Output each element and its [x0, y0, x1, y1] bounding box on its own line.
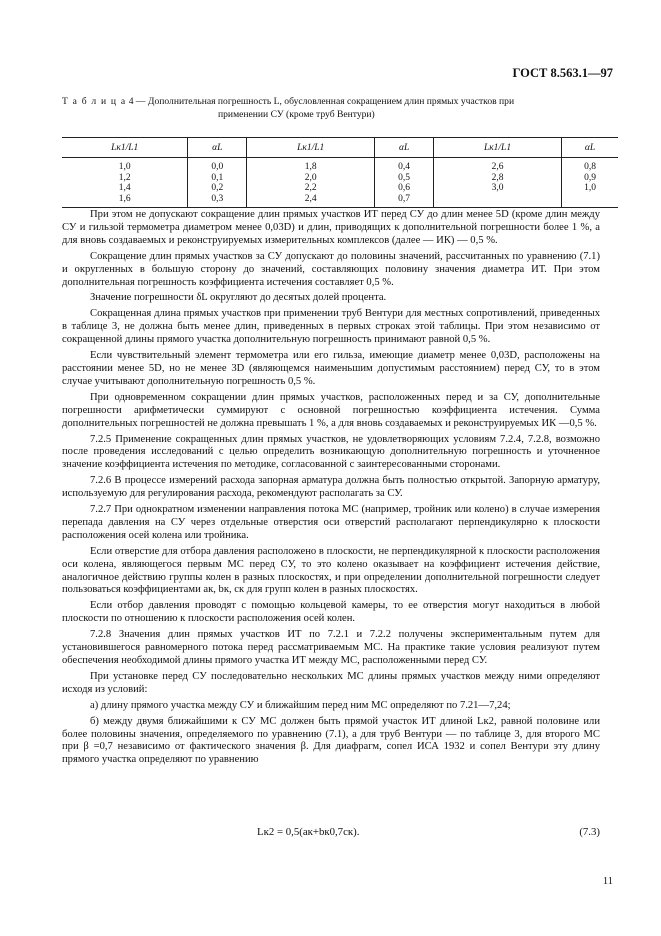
body-text	[62, 209, 600, 767]
table-cell: 2,6 2,8 3,0	[433, 158, 561, 208]
table-caption-line-1: 4 — Дополнительная погрешность L, обусловленная сокращением длин прямых участков при	[126, 96, 515, 107]
formula-7-3	[62, 826, 600, 842]
table-caption	[62, 96, 622, 121]
paragraph: Значение погрешности δL округляют до десятых долей процента.	[90, 292, 387, 304]
paragraph: Если отверстие для отбора давления расположено в плоскости, не перпендикулярной к плоскости расположения оси колена, являющегося первым МС перед СУ, то это колено оказывает на коэффициент истечения действие, аналогичное действию группы колен в разных плоскостях, и при определении дополнительной погрешности следует пользоваться коэффициентами aк, bк, cк для групп колен в разных плоскостях.	[62, 545, 600, 596]
table-cell: 0,0 0,1 0,2 0,3	[188, 158, 247, 208]
table-cell: 1,0 1,2 1,4 1,6	[62, 158, 188, 208]
paragraph: Сокращенная длина прямых участков при применении труб Вентури для местных сопротивлений, приведенных в таблице 3, не должна быть менее длин, приведенных в первых строках этой таблицы. При этом независимо от сокращенной длины прямого участка дополнительную погрешность принимают равной 0,5 %.	[62, 308, 600, 346]
table-caption-line-2: применении СУ (кроме труб Вентури)	[218, 108, 375, 120]
col-header-lk1-l1: Lк1/L1	[433, 138, 561, 158]
paragraph: 7.2.5 Применение сокращенных длин прямых участков, не удовлетворяющих условиям 7.2.4, 7.2.8, возможно после проведения исследований с целью определить возникающую дополнительную погрешность и уточненное значение коэффициента истечения по методике, согласованной с заинтересованными сторонами.	[62, 433, 600, 471]
page-number: 11	[602, 876, 613, 887]
paragraph: Если отбор давления проводят с помощью кольцевой камеры, то ее отверстия могут находиться в любой плоскости по отношению к плоскости расположения осей колен.	[62, 600, 600, 625]
paragraph: Если чувствительный элемент термометра или его гильза, имеющие диаметр менее 0,03D, расположены на расстоянии менее 5D, но не менее 3D (являющемся наименьшим допустимым расстоянием) перед СУ, то в этом случае учитывают дополнительную погрешность 0,5 %.	[62, 350, 600, 387]
paragraph: Сокращение длин прямых участков за СУ допускают до половины значений, рассчитанных по уравнению (7.1) и округленных в большую сторону до значений, составляющих половину значения диаметра ИТ. При этом дополнительная погрешность коэффициента истечения составляет 0,5 %.	[62, 250, 600, 288]
paragraph: 7.2.7 При однократном изменении направления потока МС (например, тройник или колено) в случае измерения перепада давления на СУ через отдельные отверстия оси отверстий располагают перпендикулярно к плоскости расположения осей колена или тройника.	[62, 504, 600, 541]
paragraph: б) между двумя ближайшими к СУ МС должен быть прямой участок ИТ длиной Lк2, равной половине или более половины значения, определяемого по уравнению (7.1), а для труб Вентури — по таблице 3, для второго МС при β =0,7 независимо от фактического значения β. Для диафрагм, сопел ИСА 1932 и сопел Вентури эту длину прямого участка определяют по уравнению	[62, 715, 600, 766]
col-header-lk1-l1: Lк1/L1	[247, 138, 375, 158]
col-header-alpha-l: αL	[375, 138, 434, 158]
table-cell: 0,8 0,9 1,0	[562, 158, 618, 208]
table-4	[62, 137, 618, 208]
table-row	[62, 158, 618, 208]
paragraph: При одновременном сокращении длин прямых участков, расположенных перед и за СУ, дополнительные погрешности арифметически суммируют с основной погрешностью коэффициента истечения. Сумма дополнительных погрешностей не должна превышать 1 %, а для вновь создаваемых и реконструируемых ИК —0,5 %.	[62, 391, 600, 429]
col-header-alpha-l: αL	[188, 138, 247, 158]
col-header-alpha-l: αL	[562, 138, 618, 158]
table-cell: 1,8 2,0 2,2 2,4	[247, 158, 375, 208]
paragraph: При установке перед СУ последовательно нескольких МС длины прямых участков между ними определяют исходя из условий:	[62, 670, 600, 695]
table-caption-label: Т а б л и ц а	[62, 96, 127, 107]
col-header-lk1-l1: Lк1/L1	[62, 138, 188, 158]
paragraph: а) длину прямого участка между СУ и ближайшим перед ним МС определяют по 7.21—7,24;	[90, 699, 511, 711]
formula-expression: Lк2 = 0,5(aк+bк0,7cк).	[257, 826, 360, 838]
table-cell: 0,4 0,5 0,6 0,7	[375, 158, 434, 208]
table-header-row	[62, 138, 618, 158]
paragraph: 7.2.8 Значения длин прямых участков ИТ по 7.2.1 и 7.2.2 получены экспериментальным путем для установившегося равномерного потока перед рассматриваемым МС. На практике такие условия реализуют путем обеспечения необходимой длины прямого участка ИТ между МС, расположенными перед СУ.	[62, 629, 600, 666]
standard-header: ГОСТ 8.563.1—97	[512, 66, 613, 80]
paragraph: 7.2.6 В процессе измерений расхода запорная арматура должна быть полностью открытой. Запорную арматуру, используемую для регулирования расхода, рекомендуют располагать за СУ.	[62, 475, 600, 500]
formula-number: (7.3)	[579, 826, 600, 838]
paragraph: При этом не допускают сокращение длин прямых участков ИТ перед СУ до длин менее 5D (кроме длин между СУ и гильзой термометра диаметром менее 0,03D) и длин, приводящих к дополнительной погрешности более 1 %, а для вновь создаваемых и реконструируемых измерительных комплексов (далее — ИК) — 0,5 %.	[62, 209, 600, 246]
